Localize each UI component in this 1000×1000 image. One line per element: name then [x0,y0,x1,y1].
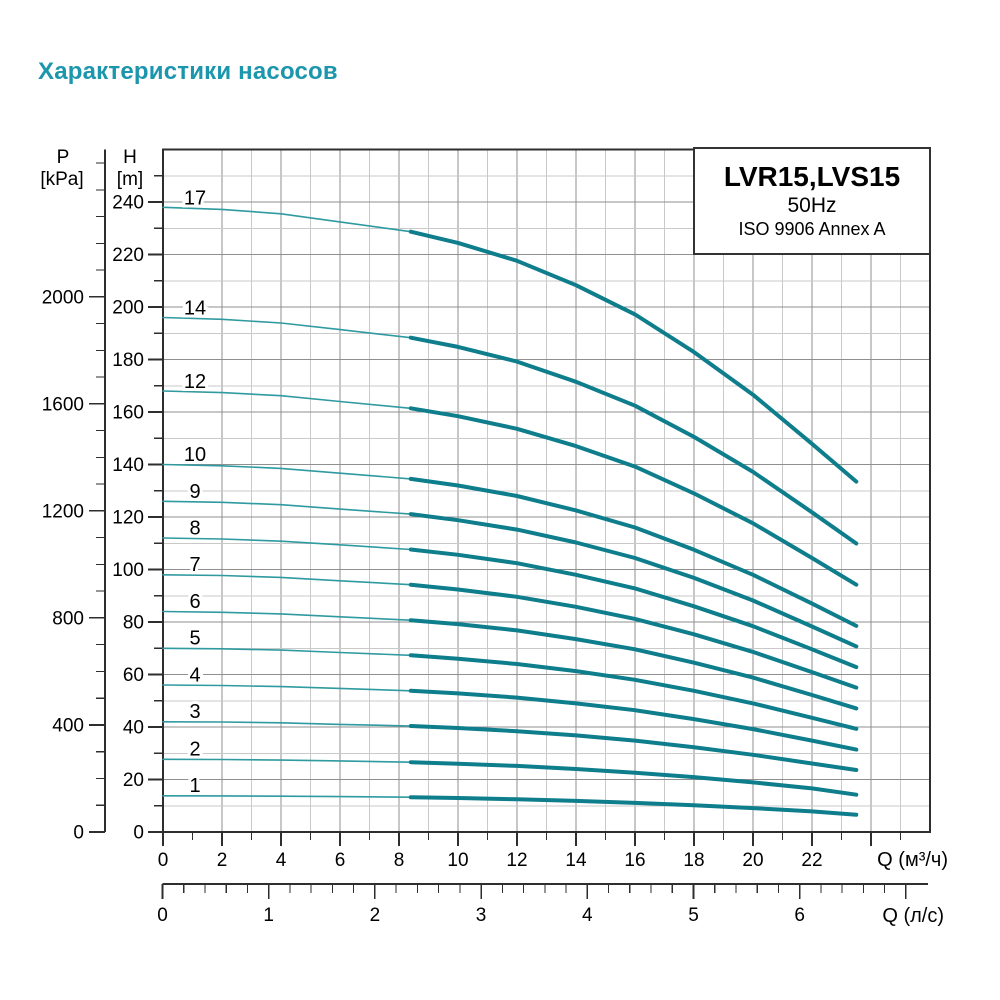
h-axis-tick-label: 140 [112,455,144,476]
curves [163,207,856,814]
curve-10-thin [163,465,411,479]
p-axis-tick-label: 1200 [41,501,84,523]
curve-9-thin [163,501,411,514]
curve-14-thick [411,338,857,544]
q-m3h-tick-label: 0 [157,850,169,871]
curve-label-5: 5 [189,627,201,650]
q-ls-tick-label: 5 [688,905,699,926]
h-axis-tick-label: 180 [112,350,144,371]
h-axis-tick-label: 200 [112,297,144,319]
q-m3h-tick-label: 2 [216,850,228,871]
h-axis-tick-label: 80 [122,612,144,634]
q-ls-tick-label: 4 [582,905,593,926]
curve-label-6: 6 [189,590,201,613]
q-ls-tick-label: 3 [475,905,487,926]
curve-label-4: 4 [189,664,201,687]
p-axis-name: P [56,147,70,168]
q-m3h-tick-label: 20 [742,850,764,871]
curve-2-thick [411,762,857,795]
q-m3h-tick-label: 22 [801,850,823,871]
legend-frequency-label: 50Hz [787,193,837,217]
h-axis-tick-label: 220 [112,245,144,266]
h-axis-tick-label: 240 [112,192,144,214]
curve-17-thick [411,232,857,482]
curve-10-thick [411,479,857,626]
q-ls-tick-label: 1 [263,905,274,926]
h-axis-tick-label: 60 [122,665,144,686]
h-axis-tick-label: 160 [112,402,144,424]
q-m3h-tick-label: 12 [506,850,528,871]
curve-14-thin [163,318,411,338]
h-axis-unit: [m] [116,169,144,190]
q-m3h-tick-label: 14 [565,850,587,871]
p-axis-tick-label: 0 [73,822,84,844]
curve-labels [184,187,206,797]
curve-label-1: 1 [189,774,201,797]
q-m3h-axis [158,832,948,871]
curve-7-thin [163,575,411,585]
p-axis-tick-label: 1600 [41,394,84,416]
q-m3h-tick-label: 18 [683,850,705,871]
q-m3h-axis-title: Q (м³/ч) [877,849,948,871]
curve-label-12: 12 [183,370,207,393]
h-axis-tick-label: 100 [112,560,144,581]
q-m3h-tick-label: 10 [447,850,469,871]
h-axis-tick-label: 20 [122,770,144,791]
q-m3h-tick-label: 4 [275,850,287,871]
p-axis-tick-label: 2000 [41,287,84,309]
q-m3h-tick-label: 8 [393,850,405,871]
curve-label-17: 17 [183,187,207,210]
p-axis-tick-label: 400 [52,715,84,737]
curve-label-14: 14 [183,297,207,320]
p-axis-tick-label: 800 [52,608,84,630]
curve-label-7: 7 [189,554,201,577]
q-ls-tick-label: 0 [157,905,168,926]
page-title: Характеристики насосов [38,58,338,85]
q-ls-axis [157,884,944,927]
q-ls-tick-label: 6 [794,905,805,926]
q-m3h-tick-label: 16 [624,850,646,871]
h-axis-tick-label: 0 [133,822,144,844]
curve-label-2: 2 [189,738,201,761]
h-axis-tick-label: 40 [122,717,144,739]
curve-label-8: 8 [189,517,201,540]
chart-legend-box [693,147,931,255]
q-m3h-tick-label: 6 [334,850,346,871]
legend-model-label: LVR15,LVS15 [723,161,901,193]
q-ls-axis-title: Q (л/с) [882,905,944,927]
curve-label-9: 9 [189,480,201,503]
p-axis-unit: [kPa] [40,169,84,190]
q-ls-tick-label: 2 [369,905,381,926]
h-axis-name: H [123,147,137,168]
h-axis [112,147,163,844]
curve-12-thin [163,391,411,408]
h-axis-tick-label: 120 [112,507,144,529]
curve-label-3: 3 [189,700,201,723]
p-axis [40,147,105,844]
curve-7-thick [411,585,857,688]
legend-standard-label: ISO 9906 Annex A [738,218,886,239]
curve-label-10: 10 [183,444,207,467]
